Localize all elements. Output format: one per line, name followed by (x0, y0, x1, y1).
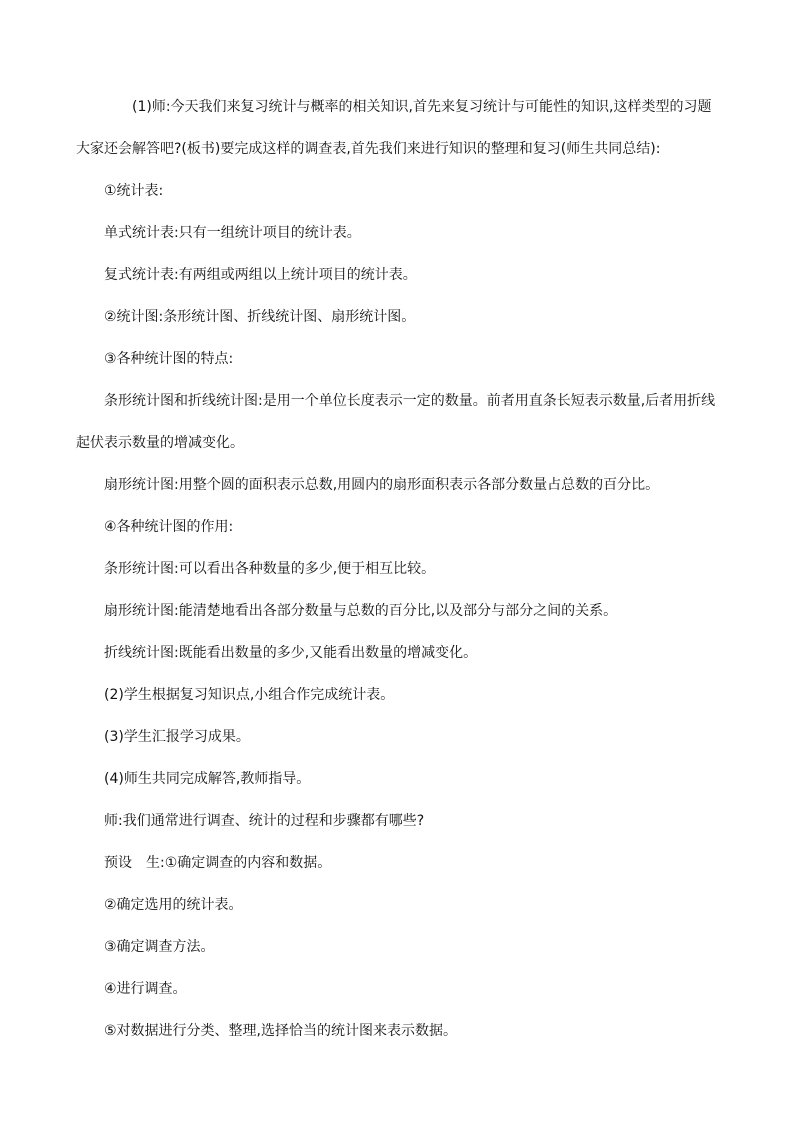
paragraph-answer-5: ⑤对数据进行分类、整理,选择恰当的统计图来表示数据。 (104, 1023, 457, 1039)
paragraph-chart-uses-heading: ④各种统计图的作用: (104, 519, 234, 535)
paragraph-chart-features-heading: ③各种统计图的特点: (104, 351, 234, 367)
paragraph-step-2: (2)学生根据复习知识点,小组合作完成统计表。 (104, 687, 395, 703)
paragraph-single-table: 单式统计表:只有一组统计项目的统计表。 (104, 225, 361, 241)
paragraph-answer-4: ④进行调查。 (104, 981, 187, 997)
paragraph-pie-features: 扇形统计图:用整个圆的面积表示总数,用圆内的扇形面积表示各部分数量占总数的百分比。 (104, 477, 660, 493)
paragraph-step-4: (4)师生共同完成解答,教师指导。 (104, 771, 311, 787)
paragraph-teacher-question: 师:我们通常进行调查、统计的过程和步骤都有哪些? (104, 813, 425, 829)
paragraph-bar-use: 条形统计图:可以看出各种数量的多少,便于相互比较。 (104, 561, 436, 577)
paragraph-pie-use: 扇形统计图:能清楚地看出各部分数量与总数的百分比,以及部分与部分之间的关系。 (104, 603, 618, 619)
paragraph-stat-table: ①统计表: (104, 183, 164, 199)
paragraph-compound-table: 复式统计表:有两组或两组以上统计项目的统计表。 (104, 267, 417, 283)
paragraph-step-3: (3)学生汇报学习成果。 (104, 729, 250, 745)
paragraph-chart-types: ②统计图:条形统计图、折线统计图、扇形统计图。 (104, 309, 416, 325)
paragraph-intro: (1)师:今天我们来复习统计与概率的相关知识,首先来复习统计与可能性的知识,这样类型的习题大家还会解答吧?(板书)要完成这样的调查表,首先我们来进行知识的整理和复习(师生共同总结): (76, 99, 712, 157)
paragraph-answer-3: ③确定调查方法。 (104, 939, 215, 955)
paragraph-answer-2: ②确定选用的统计表。 (104, 897, 243, 913)
paragraph-preset-answer: 预设 生:①确定调查的内容和数据。 (104, 855, 332, 871)
paragraph-bar-line-features: 条形统计图和折线统计图:是用一个单位长度表示一定的数量。前者用直条长短表示数量,后者用折线起伏表示数量的增减变化。 (76, 393, 716, 451)
paragraph-line-use: 折线统计图:既能看出数量的多少,又能看出数量的增减变化。 (104, 645, 478, 661)
document-body (76, 86, 720, 1052)
